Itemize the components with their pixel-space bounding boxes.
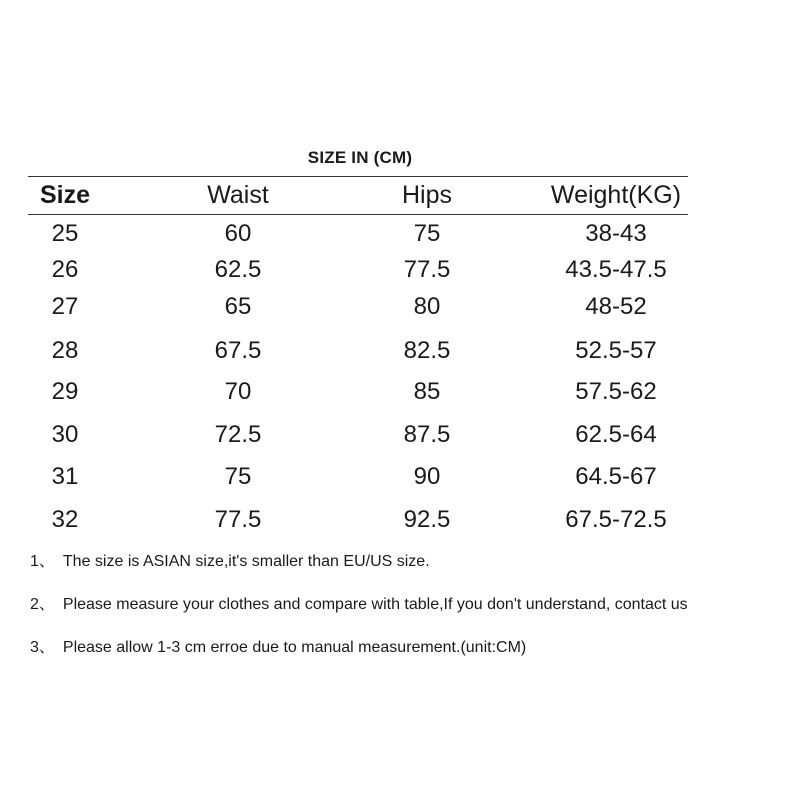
cell-size: 29 xyxy=(51,378,79,405)
cell-hips: 77.5 xyxy=(403,256,451,283)
cell-waist: 70 xyxy=(224,378,252,405)
cell-waist: 60 xyxy=(224,220,252,247)
note-number: 2、 xyxy=(30,596,55,613)
note-item xyxy=(30,595,688,615)
note-number: 3、 xyxy=(30,639,55,656)
cell-waist: 72.5 xyxy=(214,421,262,448)
header-divider xyxy=(28,214,688,215)
cell-hips: 90 xyxy=(413,463,441,490)
note-item xyxy=(30,638,526,658)
cell-waist: 75 xyxy=(224,463,252,490)
cell-size: 31 xyxy=(51,463,79,490)
cell-hips: 92.5 xyxy=(403,506,451,533)
header-waist: Waist xyxy=(207,181,269,209)
cell-weight: 52.5-57 xyxy=(575,337,657,364)
table-title: SIZE IN (CM) xyxy=(307,148,413,167)
cell-size: 32 xyxy=(51,506,79,533)
cell-hips: 85 xyxy=(413,378,441,405)
cell-weight: 48-52 xyxy=(585,293,647,320)
cell-size: 27 xyxy=(51,293,79,320)
cell-hips: 82.5 xyxy=(403,337,451,364)
cell-size: 28 xyxy=(51,337,79,364)
cell-weight: 67.5-72.5 xyxy=(565,506,667,533)
header-hips: Hips xyxy=(401,181,453,209)
note-number: 1、 xyxy=(30,553,55,570)
cell-hips: 87.5 xyxy=(403,421,451,448)
note-text: Please allow 1-3 cm erroe due to manual measurement.(unit:CM) xyxy=(62,639,527,656)
top-divider xyxy=(28,176,688,177)
cell-waist: 77.5 xyxy=(214,506,262,533)
cell-waist: 62.5 xyxy=(214,256,262,283)
header-weight: Weight(KG) xyxy=(550,181,682,209)
cell-hips: 80 xyxy=(413,293,441,320)
cell-weight: 57.5-62 xyxy=(575,378,657,405)
cell-waist: 65 xyxy=(224,293,252,320)
cell-weight: 64.5-67 xyxy=(575,463,657,490)
cell-size: 25 xyxy=(51,220,79,247)
cell-waist: 67.5 xyxy=(214,337,262,364)
cell-size: 30 xyxy=(51,421,79,448)
note-text: Please measure your clothes and compare with table,If you don't understand, contact us xyxy=(62,596,688,613)
header-size: Size xyxy=(40,181,91,209)
note-text: The size is ASIAN size,it's smaller than EU/US size. xyxy=(62,553,430,570)
cell-weight: 62.5-64 xyxy=(575,421,657,448)
cell-hips: 75 xyxy=(413,220,441,247)
note-item xyxy=(30,552,430,572)
cell-size: 26 xyxy=(51,256,79,283)
cell-weight: 38-43 xyxy=(585,220,647,247)
cell-weight: 43.5-47.5 xyxy=(565,256,667,283)
